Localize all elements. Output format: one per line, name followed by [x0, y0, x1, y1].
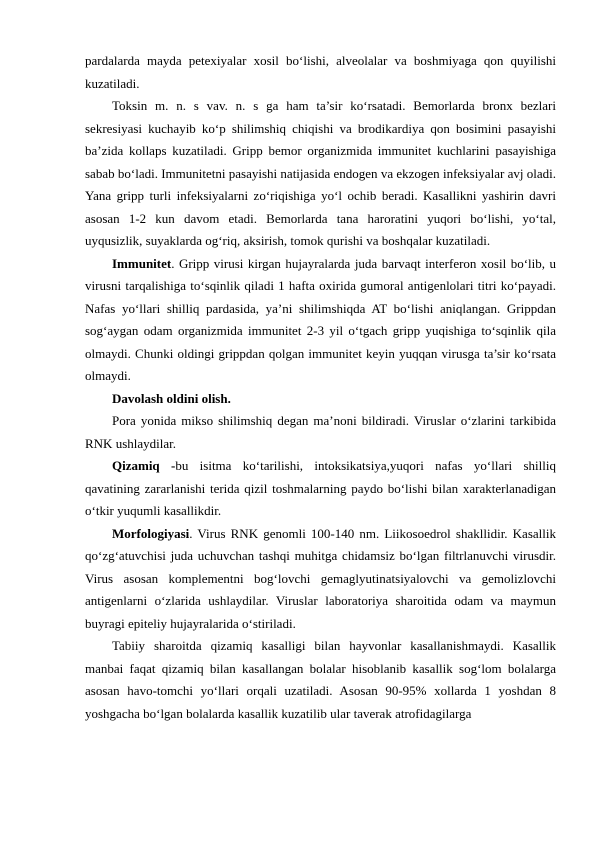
- paragraph-pora: [85, 410, 556, 455]
- paragraph-text: . Virus RNK genomli 100-140 nm. Liikosoedrol shakllidir. Kasallik qo‘zg‘atuvchisi juda uchuvchan tashqi muhitga chidamsiz bo‘lgan filtrlanuvchi virusdir. Virus asosan komplementni bog‘lovchi gemaglyutinatsiyalovchi va gemolizlovchi antigenlarni o‘zlarida ushlaydilar. Viruslar laboratoriya sharoitida odam va maymun buyragi epiteliy hujayralarida o‘stiriladi.: [85, 525, 556, 631]
- section-heading-davolash: Davolash oldini olish.: [112, 390, 231, 406]
- paragraph-text: pardalarda mayda petexiyalar xosil bo‘lishi, alveolalar va boshmiyaga qon quyilishi kuzatiladi.: [85, 53, 556, 91]
- paragraph-qizamiq: [85, 455, 556, 523]
- paragraph-text: Tabiiy sharoitda qizamiq kasalligi bilan hayvonlar kasallanishmaydi. Kasallik manbai faqat qizamiq bilan kasallangan bolalar hisoblanib kasallik sog‘lom bolalarga asosan havo-tomchi yo‘llari orqali uzatiladi. Asosan 90-95% xollarda 1 yoshdan 8 yoshgacha bo‘lgan bolalarda kasallik kuzatilib ular taverak atrofidagilarga: [85, 638, 556, 721]
- paragraph-lead-term: Qizamiq -: [112, 458, 176, 473]
- paragraph-text: bu isitma ko‘tarilishi, intoksikatsiya,yuqori nafas yo‘llari shilliq qavatining zararlanishi terida qizil toshmalarning paydo bo‘lishi bilan xarakterlanadigan o‘tkir yuqumli kasallikdir.: [85, 458, 556, 518]
- paragraph-continuation: [85, 50, 556, 95]
- paragraph-immunitet: [85, 253, 556, 388]
- document-page: [85, 50, 556, 725]
- paragraph-morfologiyasi: [85, 523, 556, 636]
- paragraph-toxin: [85, 95, 556, 253]
- paragraph-tabiiy: [85, 635, 556, 725]
- paragraph-text: Toksin m. n. s vav. n. s ga ham ta’sir ko‘rsatadi. Bemorlarda bronx bezlari sekresiyasi kuchayib ko‘p shilimshiq chiqishi va brodikardiya qon bosimini pasayishi ba’zida kollaps kuzatiladi. Gripp bemor organizmida immunitet kuchlarini pasayishiga sabab bo‘ladi. Immunitetni pasayishi natijasida endogen va ekzogen infeksiyalar avj oladi. Yana gripp turli infeksiyalarni zo‘riqishiga yo‘l ochib beradi. Kasallikni yashirin davri asosan 1-2 kun davom etadi. Bemorlarda tana haroratini yuqori bo‘lishi, yo‘tal, uyqusizlik, suyaklarda og‘riq, aksirish, tomok qurishi va boshqalar kuzatiladi.: [85, 98, 556, 248]
- paragraph-text: . Gripp virusi kirgan hujayralarda juda barvaqt interferon xosil bo‘lib, u virusni tarqalishiga to‘sqinlik qiladi 1 hafta oxirida gumoral antigenlolari titri ko‘payadi. Nafas yo‘llari shilliq pardasida, ya’ni shilimshiqda AT bo‘lishi aniqlangan. Grippdan sog‘aygan odam organizmida immunitet 2-3 yil o‘tgach gripp yuqishiga to‘sqinlik qila olmaydi. Chunki oldingi grippdan qolgan immunitet keyin yuqqan virusga ta’sir ko‘rsata olmaydi.: [85, 255, 556, 383]
- paragraph-lead-term: Morfologiyasi: [112, 525, 190, 541]
- paragraph-text: Pora yonida mikso shilimshiq degan ma’noni bildiradi. Viruslar o‘zlarini tarkibida RNK ushlaydilar.: [85, 413, 556, 451]
- paragraph-lead-term: Immunitet: [112, 255, 172, 271]
